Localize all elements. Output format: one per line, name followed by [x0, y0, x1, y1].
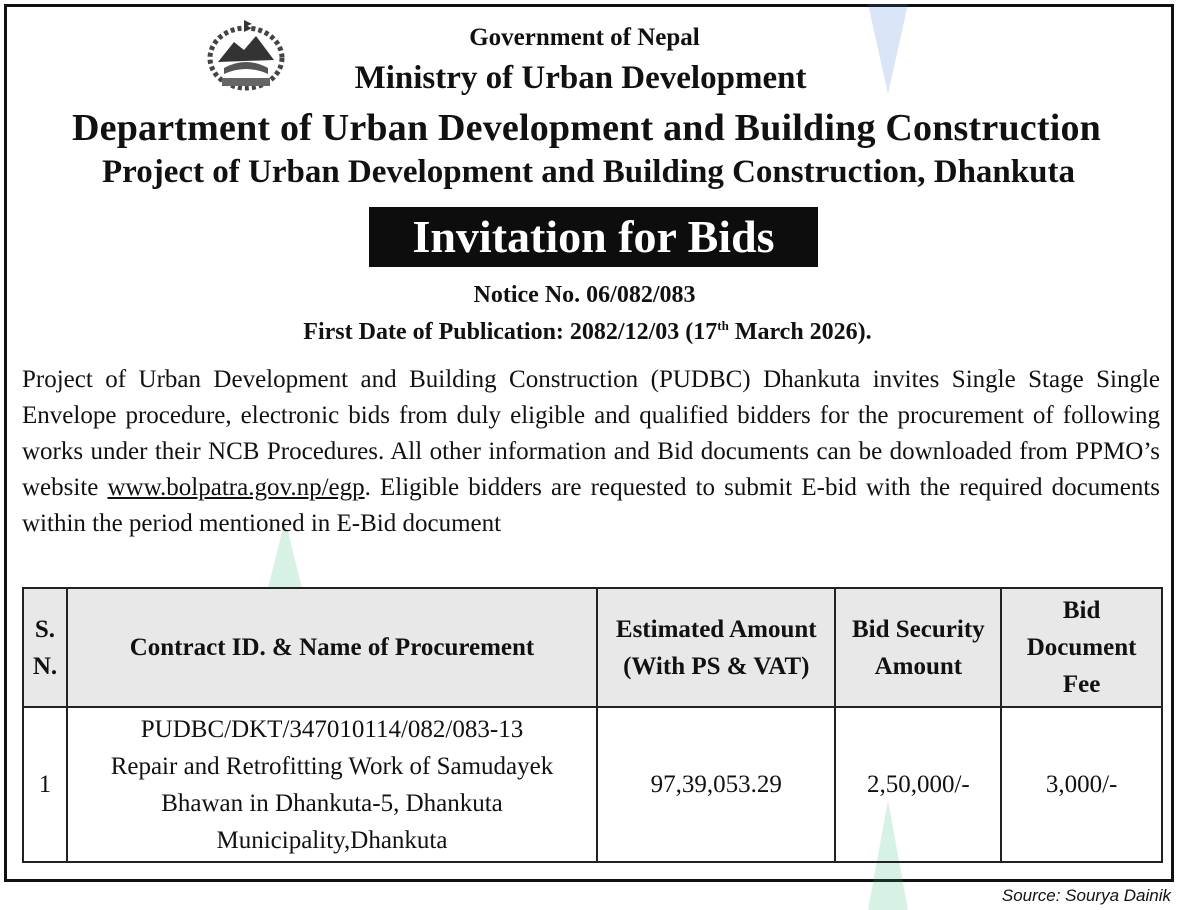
contract-id: PUDBC/DKT/347010114/082/083-13: [140, 715, 524, 743]
pub-date-suffix: March 2026).: [728, 319, 872, 345]
department-title: Department of Urban Development and Building Construction: [72, 107, 1101, 149]
source-credit: Source: Sourya Dainik: [1001, 886, 1171, 905]
header-bid-fee: Bid Document Fee: [1001, 588, 1162, 707]
bolpatra-link[interactable]: www.bolpatra.gov.np/egp: [107, 474, 365, 501]
bids-table: [22, 587, 1163, 863]
pub-date-sup: th: [717, 318, 729, 333]
procurement-name: Repair and Retrofitting Work of Samudayek Bhawan in Dhankuta-5, Dhankuta Municipality,Dhankuta: [110, 752, 554, 854]
body-text-end: . Eligible bidders are requested to submit E-bid with the required documents within the period mentioned in E-Bid document: [22, 474, 1160, 537]
publication-date: [0, 318, 1178, 346]
header-sn: S. N.: [23, 588, 67, 707]
header-estimated-amount: Estimated Amount (With PS & VAT): [597, 588, 835, 707]
project-title: Project of Urban Development and Building Construction, Dhankuta: [102, 154, 1075, 190]
pub-date-prefix: First Date of Publication: 2082/12/03 (17: [303, 319, 718, 345]
government-title: Government of Nepal: [469, 24, 700, 51]
header-bid-security: Bid Security Amount: [835, 588, 1001, 707]
ministry-title: Ministry of Urban Development: [354, 60, 807, 96]
invitation-banner: Invitation for Bids: [369, 207, 818, 267]
cell-contract: [67, 707, 597, 862]
cell-sn: 1: [23, 707, 67, 862]
cell-estimated-amount: 97,39,053.29: [597, 707, 835, 862]
table-row: [23, 707, 1162, 862]
body-text: Project of Urban Development and Building Construction (PUDBC) Dhankuta invites Single Stage Single Envelope procedure, electronic bids from duly eligible and qualified bidders for the procurement of following works under their NCB Procedures. All other information and Bid documents can be downloaded from PPMO’s website: [22, 366, 1160, 501]
cell-bid-security: 2,50,000/-: [835, 707, 1001, 862]
notice-number: Notice No. 06/082/083: [473, 282, 696, 308]
table-header-row: [23, 588, 1162, 707]
header-contract: Contract ID. & Name of Procurement: [67, 588, 597, 707]
body-paragraph: [22, 362, 1160, 542]
cell-bid-fee: 3,000/-: [1001, 707, 1162, 862]
